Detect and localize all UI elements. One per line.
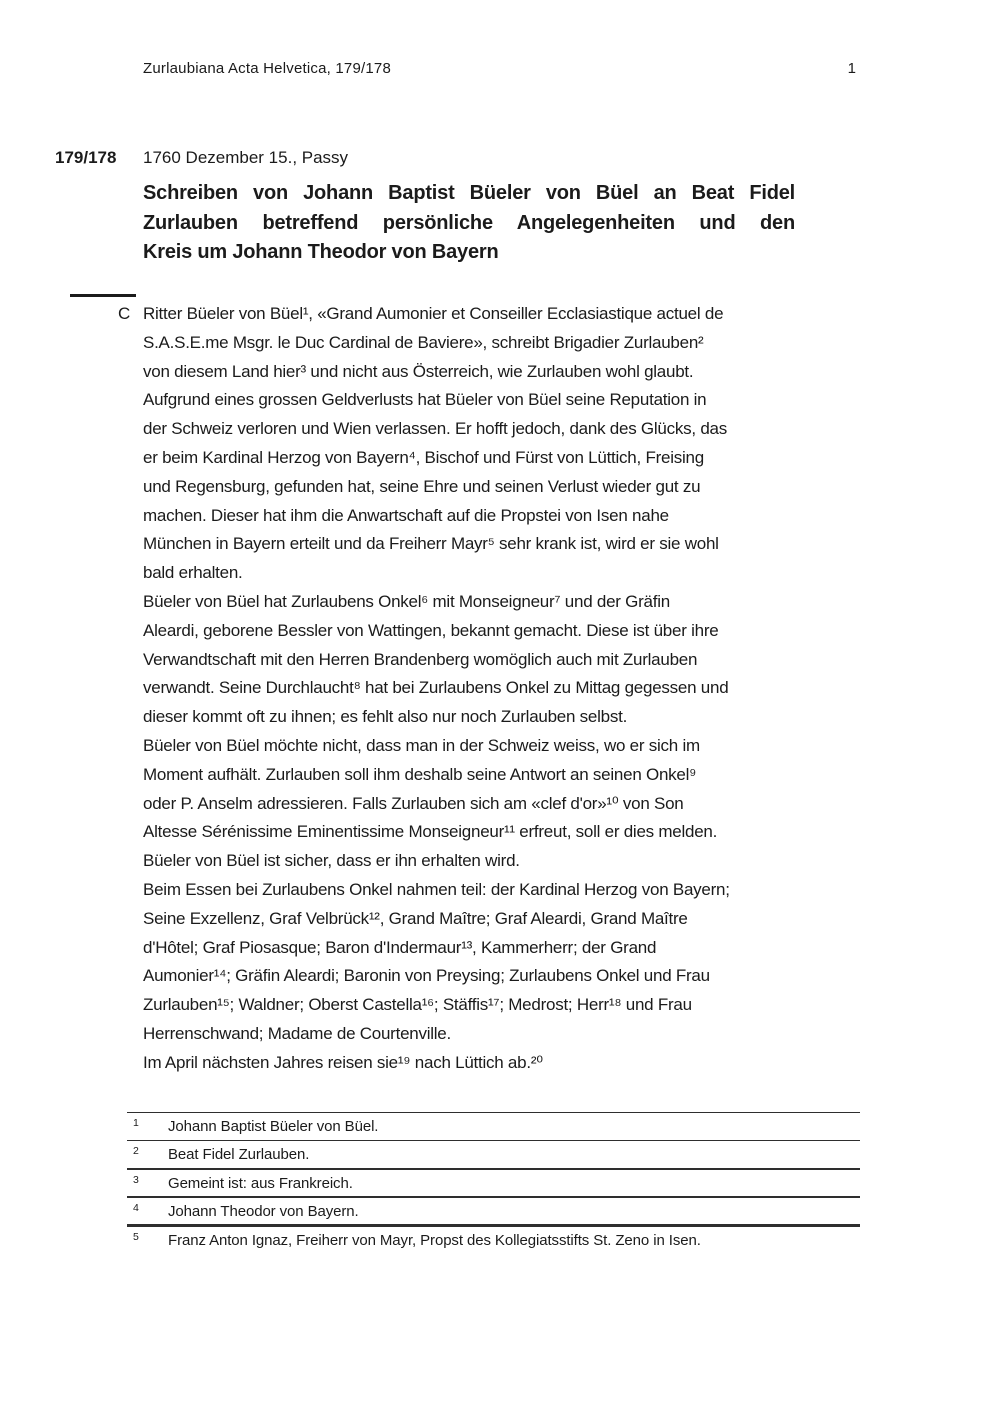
body-line: dieser kommt oft zu ihnen; es fehlt also nur noch Zurlauben selbst.	[143, 707, 628, 727]
body-line: Verwandtschaft mit den Herren Brandenberg womöglich auch mit Zurlauben	[143, 649, 698, 669]
footnote-marker: 5	[133, 1231, 139, 1243]
page-number: 1	[847, 60, 856, 77]
body-line: verwandt. Seine Durchlaucht⁸ hat bei Zurlaubens Onkel zu Mittag gegessen und	[143, 678, 729, 698]
title-line: Zurlauben betreffend persönliche Angelegenheiten und den	[143, 211, 795, 234]
body-line: er beim Kardinal Herzog von Bayern⁴, Bischof und Fürst von Lüttich, Freising	[143, 447, 704, 467]
body-line: Aleardi, geborene Bessler von Wattingen, bekannt gemacht. Diese ist über ihre	[143, 620, 719, 640]
footnote-marker: 1	[133, 1117, 139, 1129]
footnote-row	[127, 1112, 860, 1140]
body-line: d'Hôtel; Graf Piosasque; Baron d'Indermaur¹³, Kammerherr; der Grand	[143, 937, 657, 957]
body-line: Ritter Büeler von Büel¹, «Grand Aumonier et Conseiller Ecclasiastique actuel de	[143, 304, 724, 323]
document-dateline: 1760 Dezember 15., Passy	[143, 148, 349, 167]
section-marker: C	[118, 304, 131, 323]
body-paragraph	[143, 732, 863, 876]
body-text	[143, 300, 863, 1078]
body-line: und Regensburg, gefunden hat, seine Ehre und seinen Verlust wieder gut zu	[143, 476, 701, 496]
section-rule	[70, 294, 136, 297]
document-title	[143, 179, 795, 268]
body-line: Seine Exzellenz, Graf Velbrück¹², Grand Maître; Graf Aleardi, Grand Maître	[143, 908, 688, 928]
document-number: 179/178	[55, 148, 117, 167]
body-line: Büeler von Büel hat Zurlaubens Onkel⁶ mit Monseigneur⁷ und der Gräfin	[143, 591, 670, 611]
running-header: Zurlaubiana Acta Helvetica, 179/178	[143, 60, 391, 77]
body-paragraph	[143, 876, 863, 1049]
title-line: Schreiben von Johann Baptist Büeler von Büel an Beat Fidel	[143, 182, 795, 204]
footnote-marker: 3	[133, 1174, 139, 1186]
title-line: Kreis um Johann Theodor von Bayern	[143, 241, 499, 263]
footnote-text: Beat Fidel Zurlauben.	[168, 1146, 310, 1163]
body-line: der Schweiz verloren und Wien verlassen. Er hofft jedoch, dank des Glücks, das	[143, 419, 727, 439]
body-line: machen. Dieser hat ihm die Anwartschaft auf die Propstei von Isen nahe	[143, 505, 669, 525]
body-paragraph	[143, 588, 863, 732]
body-paragraph	[143, 1049, 863, 1078]
body-line: Büeler von Büel möchte nicht, dass man in der Schweiz weiss, wo er sich im	[143, 735, 700, 755]
footnote-row	[127, 1168, 860, 1196]
footnote-row	[127, 1196, 860, 1224]
footnote-text: Johann Baptist Büeler von Büel.	[168, 1118, 379, 1135]
body-line: von diesem Land hier³ und nicht aus Österreich, wie Zurlauben wohl glaubt.	[143, 361, 694, 381]
body-line: S.A.S.E.me Msgr. le Duc Cardinal de Baviere», schreibt Brigadier Zurlauben²	[143, 332, 704, 352]
footnote-marker: 2	[133, 1145, 139, 1157]
footnote-row	[127, 1140, 860, 1168]
footnote-row	[127, 1224, 860, 1252]
body-line: Im April nächsten Jahres reisen sie¹⁹ nach Lüttich ab.²⁰	[143, 1052, 543, 1072]
body-line: Zurlauben¹⁵; Waldner; Oberst Castella¹⁶; Stäffis¹⁷; Medrost; Herr¹⁸ und Frau	[143, 995, 692, 1015]
body-line: Herrenschwand; Madame de Courtenville.	[143, 1023, 451, 1043]
footnotes-section	[127, 1112, 860, 1252]
body-line: Büeler von Büel ist sicher, dass er ihn erhalten wird.	[143, 851, 520, 871]
body-line: oder P. Anselm adressieren. Falls Zurlauben sich am «clef d'or»¹⁰ von Son	[143, 793, 684, 813]
footnote-text: Gemeint ist: aus Frankreich.	[168, 1175, 353, 1192]
body-line: Aufgrund eines grossen Geldverlusts hat Büeler von Büel seine Reputation in	[143, 390, 707, 410]
body-line: München in Bayern erteilt und da Freiherr Mayr⁵ sehr krank ist, wird er sie wohl	[143, 534, 719, 554]
footnote-marker: 4	[133, 1202, 139, 1214]
body-line: bald erhalten.	[143, 563, 243, 583]
footnote-text: Johann Theodor von Bayern.	[168, 1203, 359, 1220]
body-line: Altesse Sérénissime Eminentissime Monseigneur¹¹ erfreut, soll er dies melden.	[143, 822, 718, 842]
body-paragraph	[143, 300, 863, 588]
body-line: Moment aufhält. Zurlauben soll ihm deshalb seine Antwort an seinen Onkel⁹	[143, 764, 697, 784]
body-line: Aumonier¹⁴; Gräfin Aleardi; Baronin von Preysing; Zurlaubens Onkel und Frau	[143, 966, 710, 986]
footnote-text: Franz Anton Ignaz, Freiherr von Mayr, Propst des Kollegiatsstifts St. Zeno in Isen.	[168, 1232, 701, 1249]
body-line: Beim Essen bei Zurlaubens Onkel nahmen teil: der Kardinal Herzog von Bayern;	[143, 879, 730, 899]
